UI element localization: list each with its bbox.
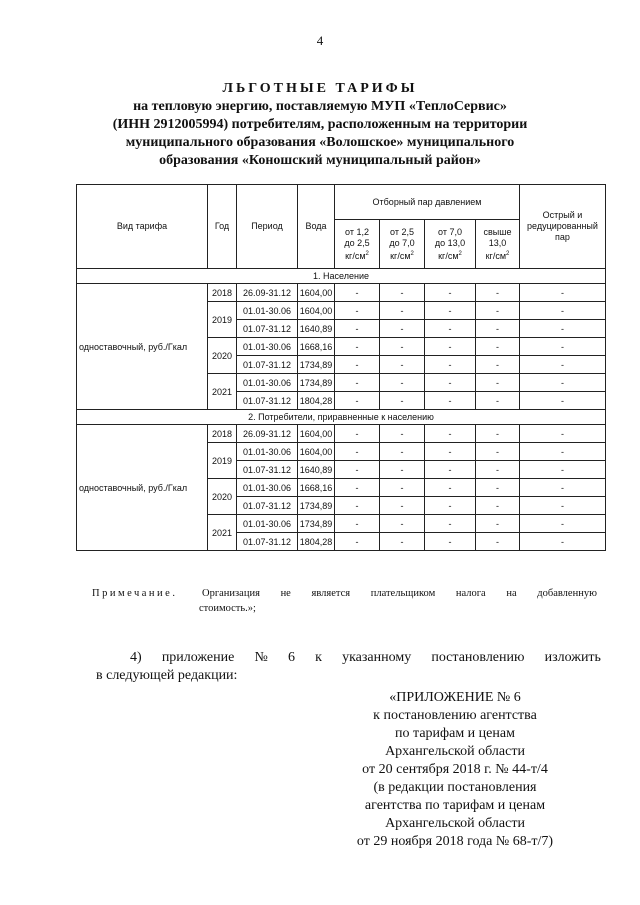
empty-cell: - bbox=[476, 356, 520, 374]
year-cell: 2020 bbox=[208, 338, 237, 374]
item-4-line-2: в следующей редакции: bbox=[96, 668, 238, 683]
steam-col-line-2: до 13,0 bbox=[434, 237, 466, 248]
empty-cell: - bbox=[380, 302, 425, 320]
item-4-word: постановлению bbox=[431, 650, 525, 665]
empty-cell: - bbox=[425, 497, 476, 515]
empty-cell: - bbox=[476, 425, 520, 443]
empty-cell: - bbox=[476, 338, 520, 356]
note-word: Организация bbox=[202, 588, 260, 599]
empty-cell: - bbox=[425, 374, 476, 392]
period-cell: 01.01-30.06 bbox=[237, 515, 298, 533]
empty-cell: - bbox=[520, 479, 606, 497]
water-cell: 1734,89 bbox=[298, 515, 335, 533]
header-steam: Отборный пар давлением bbox=[335, 185, 520, 220]
period-cell: 01.01-30.06 bbox=[237, 338, 298, 356]
empty-cell: - bbox=[380, 425, 425, 443]
period-cell: 01.07-31.12 bbox=[237, 392, 298, 410]
steam-col-line-1: от 2,5 bbox=[390, 226, 414, 237]
water-cell: 1640,89 bbox=[298, 320, 335, 338]
note-line-2: стоимость.»; bbox=[199, 603, 256, 614]
empty-cell: - bbox=[520, 392, 606, 410]
empty-cell: - bbox=[476, 443, 520, 461]
item-4-line-1 bbox=[96, 649, 601, 667]
water-cell: 1668,16 bbox=[298, 338, 335, 356]
steam-col-line-1: от 7,0 bbox=[438, 226, 462, 237]
period-cell: 01.07-31.12 bbox=[237, 461, 298, 479]
empty-cell: - bbox=[335, 425, 380, 443]
note-word: плательщиком bbox=[370, 588, 436, 599]
empty-cell: - bbox=[425, 320, 476, 338]
appendix-line: агентства по тарифам и ценам bbox=[364, 798, 546, 813]
tariff-type: одноставочный, руб./Гкал bbox=[77, 284, 208, 410]
empty-cell: - bbox=[335, 533, 380, 551]
steam-col-unit-exp: 2 bbox=[410, 250, 414, 257]
empty-cell: - bbox=[335, 515, 380, 533]
empty-cell: - bbox=[425, 302, 476, 320]
empty-cell: - bbox=[425, 515, 476, 533]
water-cell: 1604,00 bbox=[298, 425, 335, 443]
empty-cell: - bbox=[425, 461, 476, 479]
empty-cell: - bbox=[380, 392, 425, 410]
empty-cell: - bbox=[520, 320, 606, 338]
appendix-line: Архангельской области bbox=[385, 816, 525, 831]
note-word: не bbox=[280, 588, 291, 599]
empty-cell: - bbox=[425, 533, 476, 551]
header-steam-col-1 bbox=[335, 220, 380, 269]
note-word: налога bbox=[455, 588, 486, 599]
water-cell: 1734,89 bbox=[298, 374, 335, 392]
year-cell: 2020 bbox=[208, 479, 237, 515]
note-text bbox=[202, 586, 597, 601]
appendix-line: от 20 сентября 2018 г. № 44-т/4 bbox=[362, 762, 548, 777]
steam-col-unit bbox=[335, 249, 379, 262]
year-cell: 2021 bbox=[208, 374, 237, 410]
steam-col-unit-text: кг/см bbox=[485, 250, 507, 261]
empty-cell: - bbox=[380, 356, 425, 374]
empty-cell: - bbox=[520, 533, 606, 551]
empty-cell: - bbox=[425, 338, 476, 356]
steam-col-unit-text: кг/см bbox=[438, 250, 459, 261]
table-row bbox=[77, 284, 606, 302]
empty-cell: - bbox=[520, 374, 606, 392]
empty-cell: - bbox=[425, 392, 476, 410]
note-label: Примечание. bbox=[92, 588, 178, 599]
empty-cell: - bbox=[335, 479, 380, 497]
item-4-word: № bbox=[254, 650, 268, 665]
empty-cell: - bbox=[380, 284, 425, 302]
appendix-line: к постановлению агентства bbox=[373, 708, 537, 723]
section-title: 2. Потребители, приравненные к населению bbox=[77, 410, 606, 425]
steam-col-unit-text: кг/см bbox=[345, 250, 366, 261]
header-sharp-steam: Острый и редуцированный пар bbox=[520, 185, 606, 269]
period-cell: 01.01-30.06 bbox=[237, 374, 298, 392]
empty-cell: - bbox=[476, 515, 520, 533]
empty-cell: - bbox=[380, 374, 425, 392]
empty-cell: - bbox=[520, 356, 606, 374]
empty-cell: - bbox=[476, 479, 520, 497]
note-word: на bbox=[506, 588, 517, 599]
water-cell: 1604,00 bbox=[298, 284, 335, 302]
empty-cell: - bbox=[476, 392, 520, 410]
year-cell: 2018 bbox=[208, 284, 237, 302]
empty-cell: - bbox=[380, 443, 425, 461]
title-line-5: образования «Коношский муниципальный район» bbox=[159, 153, 481, 168]
appendix-line: по тарифам и ценам bbox=[395, 726, 515, 741]
empty-cell: - bbox=[476, 533, 520, 551]
table-row bbox=[77, 425, 606, 443]
empty-cell: - bbox=[335, 497, 380, 515]
steam-col-line-1: свыше bbox=[483, 226, 512, 237]
water-cell: 1668,16 bbox=[298, 479, 335, 497]
water-cell: 1734,89 bbox=[298, 497, 335, 515]
item-4-word: приложение bbox=[161, 650, 235, 665]
empty-cell: - bbox=[476, 497, 520, 515]
year-cell: 2019 bbox=[208, 302, 237, 338]
empty-cell: - bbox=[520, 515, 606, 533]
steam-col-unit-text: кг/см bbox=[390, 250, 411, 261]
item-4-word: к bbox=[315, 650, 322, 665]
empty-cell: - bbox=[380, 515, 425, 533]
period-cell: 01.01-30.06 bbox=[237, 302, 298, 320]
empty-cell: - bbox=[520, 284, 606, 302]
steam-col-line-2: до 7,0 bbox=[389, 237, 415, 248]
water-cell: 1604,00 bbox=[298, 302, 335, 320]
empty-cell: - bbox=[380, 461, 425, 479]
empty-cell: - bbox=[380, 320, 425, 338]
appendix-heading bbox=[330, 689, 580, 851]
header-period: Период bbox=[237, 185, 298, 269]
item-4-word: изложить bbox=[544, 650, 601, 665]
empty-cell: - bbox=[476, 461, 520, 479]
item-4 bbox=[96, 649, 601, 685]
header-water: Вода bbox=[298, 185, 335, 269]
steam-col-unit bbox=[476, 249, 519, 262]
empty-cell: - bbox=[380, 533, 425, 551]
empty-cell: - bbox=[380, 479, 425, 497]
empty-cell: - bbox=[425, 425, 476, 443]
steam-col-line-2: 13,0 bbox=[488, 237, 507, 248]
title-line-1: ЛЬГОТНЫЕ ТАРИФЫ bbox=[222, 81, 418, 96]
steam-col-unit-exp: 2 bbox=[365, 250, 369, 257]
title-line-4: муниципального образования «Волошское» муниципального bbox=[125, 135, 515, 150]
tariff-table bbox=[76, 184, 606, 551]
period-cell: 26.09-31.12 bbox=[237, 425, 298, 443]
water-cell: 1804,28 bbox=[298, 533, 335, 551]
empty-cell: - bbox=[520, 425, 606, 443]
empty-cell: - bbox=[335, 302, 380, 320]
header-tariff-type: Вид тарифа bbox=[77, 185, 208, 269]
steam-col-unit bbox=[425, 249, 475, 262]
item-4-word: 4) bbox=[130, 650, 142, 665]
note-word: добавленную bbox=[537, 588, 597, 599]
note bbox=[92, 586, 597, 616]
empty-cell: - bbox=[380, 497, 425, 515]
empty-cell: - bbox=[335, 320, 380, 338]
empty-cell: - bbox=[476, 374, 520, 392]
empty-cell: - bbox=[335, 338, 380, 356]
steam-col-line-1: от 1,2 bbox=[345, 226, 369, 237]
header-steam-col-3 bbox=[425, 220, 476, 269]
empty-cell: - bbox=[425, 443, 476, 461]
period-cell: 26.09-31.12 bbox=[237, 284, 298, 302]
water-cell: 1804,28 bbox=[298, 392, 335, 410]
empty-cell: - bbox=[520, 497, 606, 515]
water-cell: 1604,00 bbox=[298, 443, 335, 461]
title-line-3: (ИНН 2912005994) потребителям, расположенным на территории bbox=[112, 117, 528, 132]
appendix-line: «ПРИЛОЖЕНИЕ № 6 bbox=[389, 690, 521, 705]
page-number: 4 bbox=[316, 33, 324, 48]
water-cell: 1734,89 bbox=[298, 356, 335, 374]
header-steam-col-4 bbox=[476, 220, 520, 269]
empty-cell: - bbox=[335, 461, 380, 479]
steam-col-line-2: до 2,5 bbox=[344, 237, 370, 248]
empty-cell: - bbox=[335, 356, 380, 374]
header-year: Год bbox=[208, 185, 237, 269]
period-cell: 01.07-31.12 bbox=[237, 356, 298, 374]
period-cell: 01.01-30.06 bbox=[237, 479, 298, 497]
empty-cell: - bbox=[476, 284, 520, 302]
empty-cell: - bbox=[335, 284, 380, 302]
year-cell: 2019 bbox=[208, 443, 237, 479]
year-cell: 2018 bbox=[208, 425, 237, 443]
empty-cell: - bbox=[520, 338, 606, 356]
period-cell: 01.07-31.12 bbox=[237, 533, 298, 551]
empty-cell: - bbox=[520, 443, 606, 461]
header-steam-col-2 bbox=[380, 220, 425, 269]
appendix-line: (в редакции постановления bbox=[373, 780, 537, 795]
appendix-line: от 29 ноября 2018 года № 68-т/7) bbox=[356, 834, 554, 849]
item-4-word: 6 bbox=[287, 650, 295, 665]
item-4-word: указанному bbox=[342, 650, 412, 665]
period-cell: 01.07-31.12 bbox=[237, 320, 298, 338]
empty-cell: - bbox=[520, 461, 606, 479]
title-line-2: на тепловую энергию, поставляемую МУП «ТеплоСервис» bbox=[133, 99, 507, 114]
empty-cell: - bbox=[335, 392, 380, 410]
empty-cell: - bbox=[425, 284, 476, 302]
steam-col-unit bbox=[380, 249, 424, 262]
empty-cell: - bbox=[335, 374, 380, 392]
year-cell: 2021 bbox=[208, 515, 237, 551]
empty-cell: - bbox=[380, 338, 425, 356]
empty-cell: - bbox=[425, 356, 476, 374]
water-cell: 1640,89 bbox=[298, 461, 335, 479]
section-title: 1. Население bbox=[77, 269, 606, 284]
period-cell: 01.07-31.12 bbox=[237, 497, 298, 515]
appendix-line: Архангельской области bbox=[385, 744, 525, 759]
empty-cell: - bbox=[476, 320, 520, 338]
empty-cell: - bbox=[476, 302, 520, 320]
empty-cell: - bbox=[425, 479, 476, 497]
note-word: является bbox=[311, 588, 351, 599]
empty-cell: - bbox=[335, 443, 380, 461]
period-cell: 01.01-30.06 bbox=[237, 443, 298, 461]
steam-col-unit-exp: 2 bbox=[506, 250, 510, 257]
empty-cell: - bbox=[520, 302, 606, 320]
document-title bbox=[70, 80, 570, 170]
tariff-type: одноставочный, руб./Гкал bbox=[77, 425, 208, 551]
steam-col-unit-exp: 2 bbox=[458, 250, 462, 257]
